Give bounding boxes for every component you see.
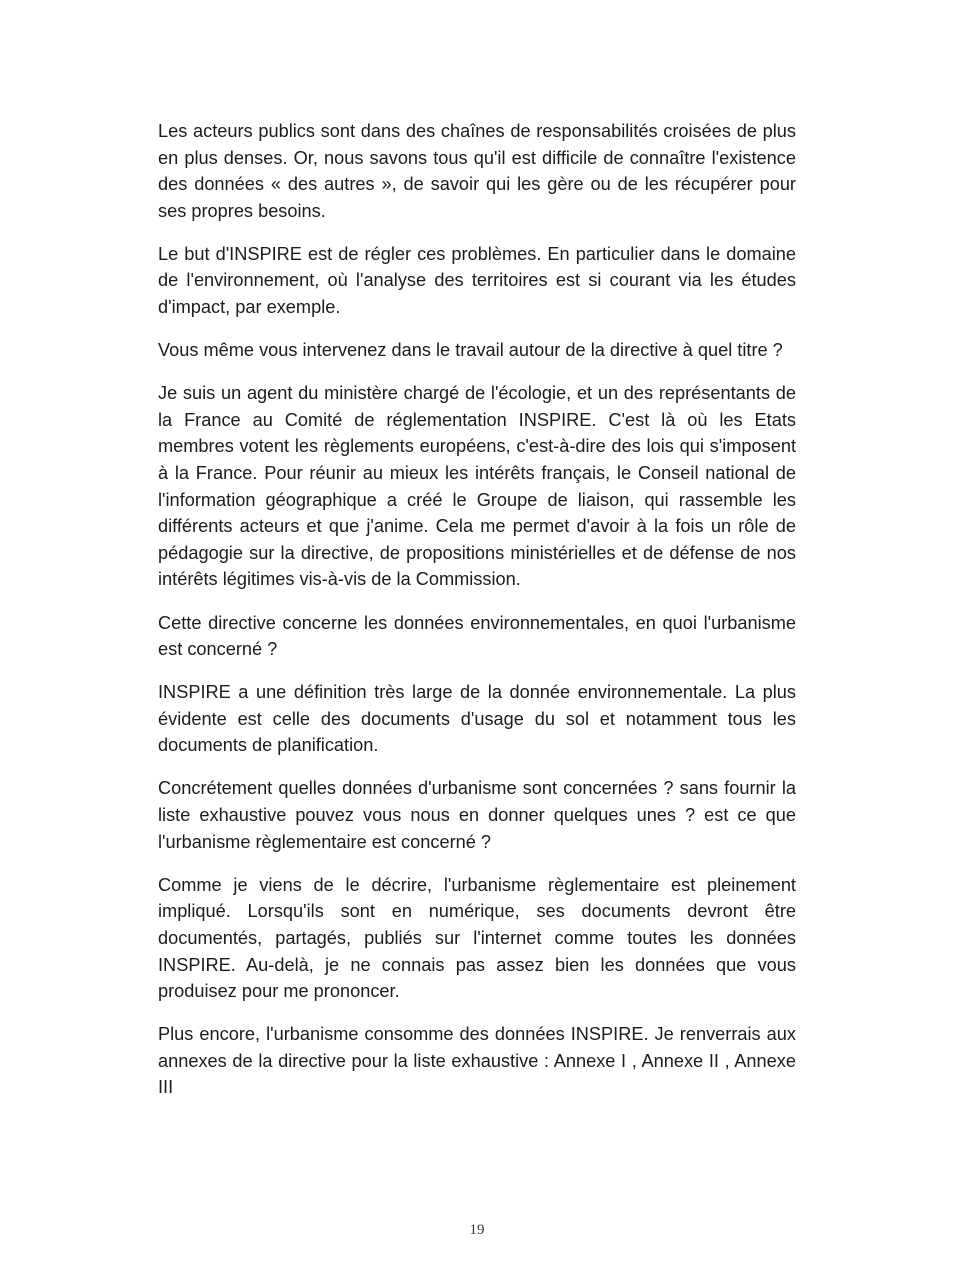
page-number: 19	[469, 1222, 485, 1238]
paragraph-7-question: Concrétement quelles données d'urbanisme sont concernées ? sans fournir la liste exhaustive pouvez vous nous en donner quelques unes ? est ce que l'urbanisme règlementaire est concerné ?	[158, 778, 796, 852]
paragraph-6: INSPIRE a une définition très large de la donnée environnementale. La plus évidente est celle des documents d'usage du sol et notamment tous les documents de planification.	[158, 682, 796, 756]
page-body	[158, 118, 796, 1118]
paragraph-9: Plus encore, l'urbanisme consomme des données INSPIRE. Je renverrais aux annexes de la directive pour la liste exhaustive : Annexe I , Annexe II , Annexe III	[158, 1024, 796, 1098]
paragraph-3-question: Vous même vous intervenez dans le travail autour de la directive à quel titre ?	[158, 340, 783, 361]
paragraph-4: Je suis un agent du ministère chargé de l'écologie, et un des représentants de la France au Comité de réglementation INSPIRE. C'est là où les Etats membres votent les règlements européens, c'est-à-dire des lois qui s'imposent à la France. Pour réunir au mieux les intérêts français, le Conseil national de l'information géographique a créé le Groupe de liaison, qui rassemble les différents acteurs et que j'anime. Cela me permet d'avoir à la fois un rôle de pédagogie sur la directive, de propositions ministérielles et de défense de nos intérêts légitimes vis-à-vis de la Commission.	[158, 383, 796, 590]
paragraph-8: Comme je viens de le décrire, l'urbanisme règlementaire est pleinement impliqué. Lorsqu'ils sont en numérique, ses documents devront être documentés, partagés, publiés sur l'internet comme toutes les données INSPIRE. Au-delà, je ne connais pas assez bien les données que vous produisez pour me prononcer.	[158, 874, 796, 1002]
paragraph-2: Le but d'INSPIRE est de régler ces problèmes. En particulier dans le domaine de l'environnement, où l'analyse des territoires est si courant via les études d'impact, par exemple.	[158, 243, 796, 318]
paragraph-5-question: Cette directive concerne les données environnementales, en quoi l'urbanisme est concerné ?	[158, 612, 796, 660]
paragraph-1: Les acteurs publics sont dans des chaînes de responsabilités croisées de plus en plus denses. Or, nous savons tous qu'il est difficile de connaître l'existence des données « des autres », de savoir qui les gère ou de les récupérer pour ses propres besoins.	[158, 121, 796, 221]
